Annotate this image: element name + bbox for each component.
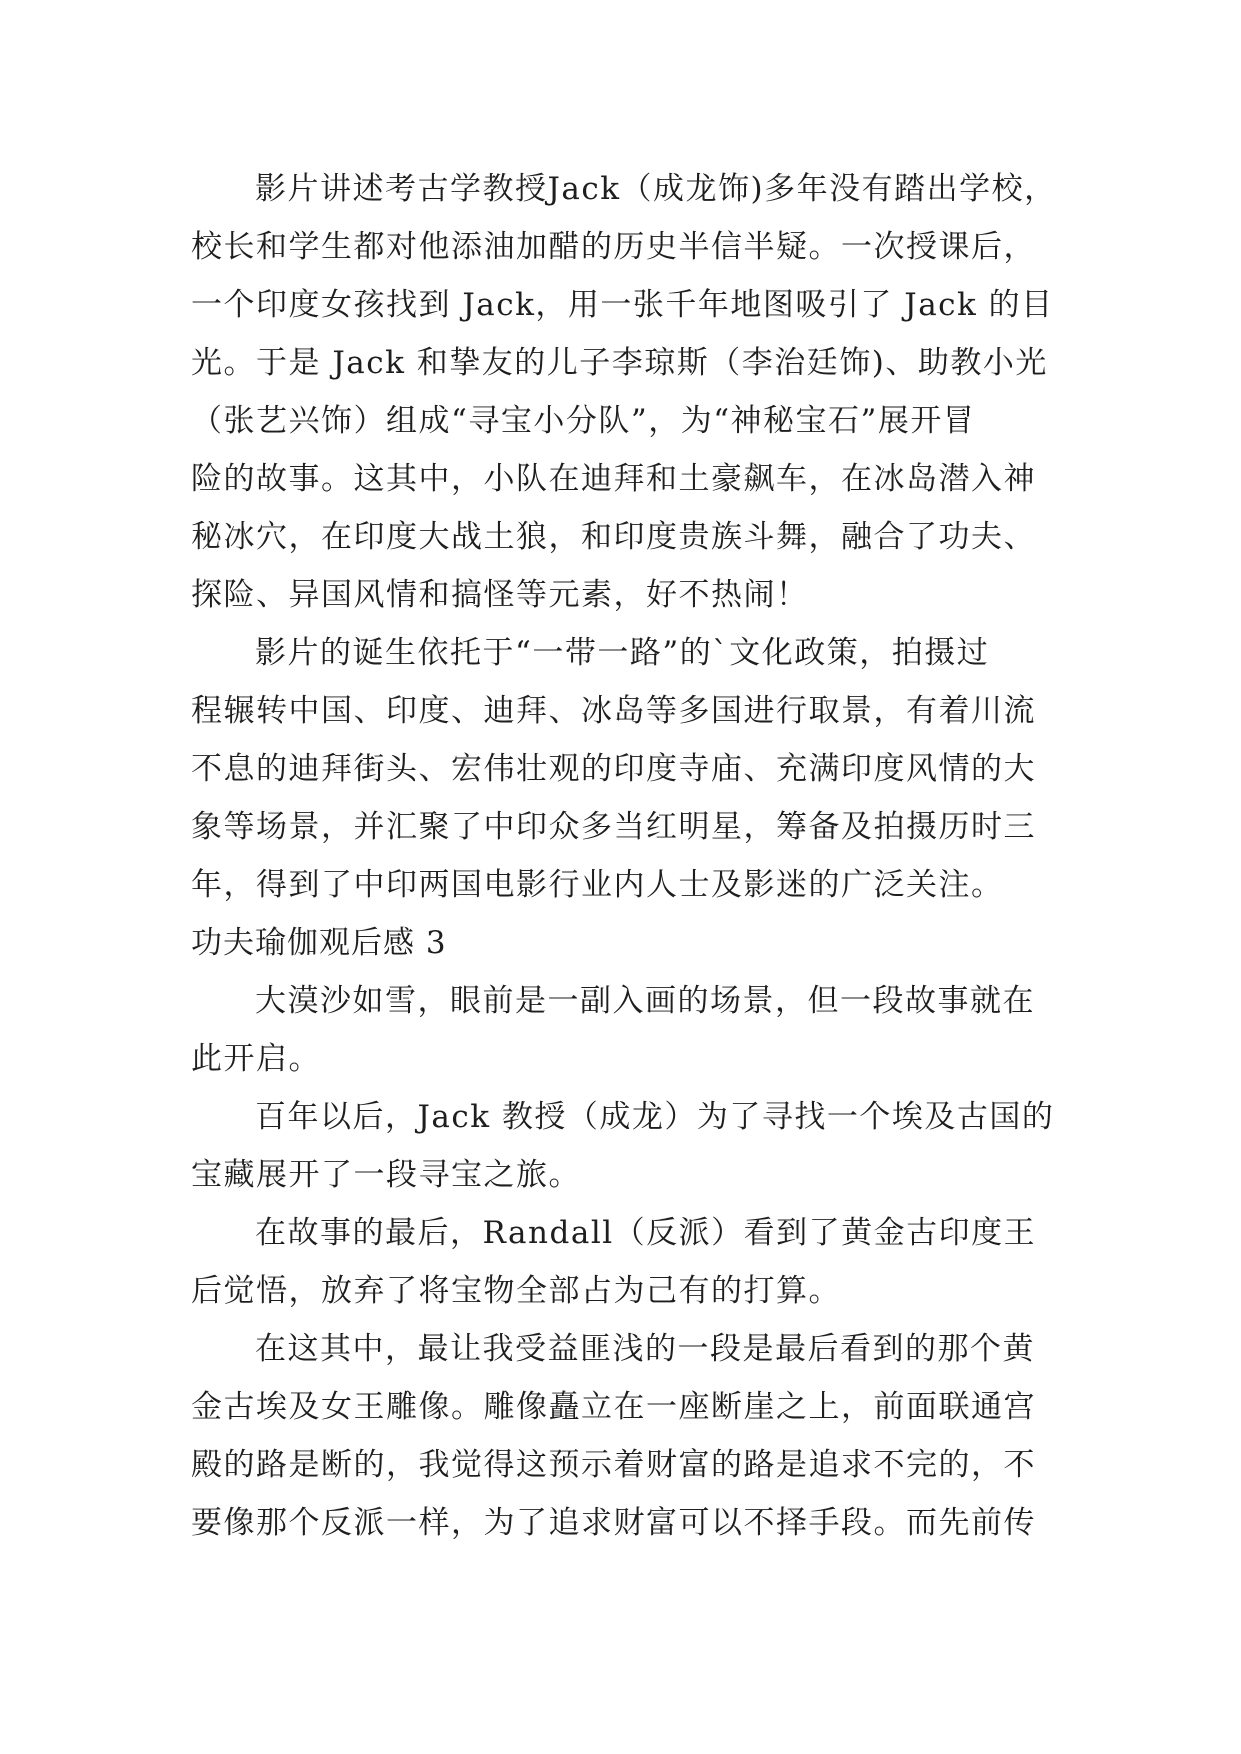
- text-line: 年，得到了中印两国电影行业内人士及影迷的广泛关注。: [191, 867, 1004, 903]
- text-line: 影片的诞生依托于“一带一路”的`文化政策，拍摄过: [255, 635, 990, 671]
- text-line: 一个印度女孩找到 Jack，用一张千年地图吸引了 Jack 的目: [191, 287, 1054, 323]
- text-line: （张艺兴饰）组成“寻宝小分队”，为“神秘宝石”展开冒: [191, 403, 976, 439]
- text-line: 象等场景，并汇聚了中印众多当红明星，筹备及拍摄历时三: [191, 809, 1036, 845]
- text-line: 不息的迪拜街头、宏伟壮观的印度寺庙、充满印度风情的大: [191, 751, 1036, 787]
- text-line: 险的故事。这其中，小队在迪拜和土豪飙车，在冰岛潜入神: [191, 461, 1036, 497]
- text-line: 探险、异国风情和搞怪等元素，好不热闹！: [191, 577, 809, 613]
- text-line: 在这其中，最让我受益匪浅的一段是最后看到的那个黄: [255, 1331, 1035, 1367]
- text-line: 程辗转中国、印度、迪拜、冰岛等多国进行取景，有着川流: [191, 693, 1036, 729]
- text-line: 宝藏展开了一段寻宝之旅。: [191, 1157, 581, 1193]
- text-line: 金古埃及女王雕像。雕像矗立在一座断崖之上，前面联通宫: [191, 1389, 1036, 1425]
- text-line: 光。于是 Jack 和挚友的儿子李琼斯（李治廷饰)、助教小光: [191, 345, 1048, 381]
- text-line: 后觉悟，放弃了将宝物全部占为己有的打算。: [191, 1273, 841, 1309]
- text-line: 校长和学生都对他添油加醋的历史半信半疑。一次授课后，: [191, 229, 1036, 265]
- text-line: 影片讲述考古学教授Jack（成龙饰)多年没有踏出学校，: [255, 171, 1057, 207]
- text-line: 百年以后，Jack 教授（成龙）为了寻找一个埃及古国的: [255, 1099, 1055, 1135]
- text-line: 大漠沙如雪，眼前是一副入画的场景，但一段故事就在: [255, 983, 1035, 1019]
- document-body: [191, 160, 1071, 1552]
- text-line: 秘冰穴，在印度大战土狼，和印度贵族斗舞，融合了功夫、: [191, 519, 1036, 555]
- section-heading: 功夫瑜伽观后感 3: [191, 925, 447, 961]
- text-line: 殿的路是断的，我觉得这预示着财富的路是追求不完的，不: [191, 1447, 1036, 1483]
- text-line: 要像那个反派一样，为了追求财富可以不择手段。而先前传: [191, 1505, 1036, 1541]
- text-line: 此开启。: [191, 1041, 321, 1077]
- text-line: 在故事的最后，Randall（反派）看到了黄金古印度王: [255, 1215, 1037, 1251]
